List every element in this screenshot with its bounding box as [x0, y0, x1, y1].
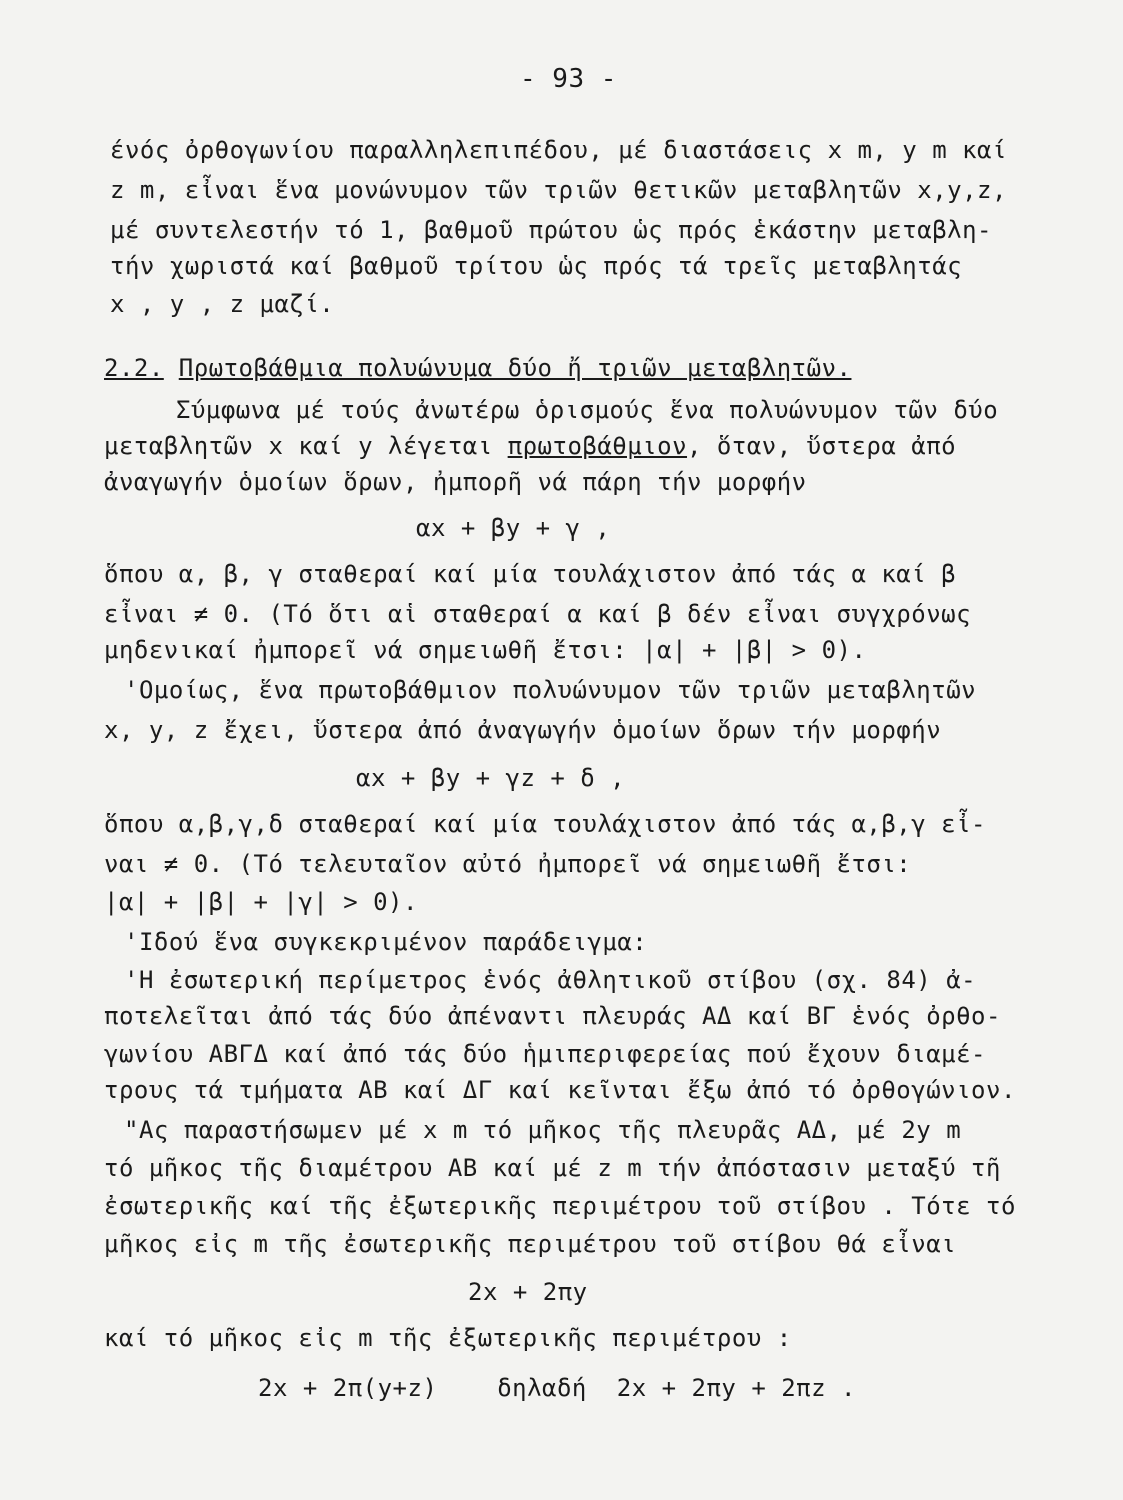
text-line: 'Η ἐσωτερική περίμετρος ἑνός ἀθλητικοῦ στίβου (σχ. 84) ἀ-	[124, 966, 977, 994]
text-line: |α| + |β| + |γ| > 0).	[104, 888, 418, 916]
text-line: 'Ομοίως, ἕνα πρωτοβάθμιον πολυώνυμον τῶν τριῶν μεταβλητῶν	[124, 676, 977, 704]
text-line: καί τό μῆκος εἰς m τῆς ἐξωτερικῆς περιμέτρου :	[104, 1324, 792, 1352]
text-line: x , y , z μαζί.	[110, 290, 335, 318]
text-line: ένός ὀρθογωνίου παραλληλεπιπέδου, μέ διαστάσεις x m, y m καί	[110, 136, 1007, 164]
formula: 2x + 2π(y+z) δηλαδή 2x + 2πy + 2πz .	[258, 1374, 856, 1402]
text-line: x, y, z ἔχει, ὕστερα ἀπό ἀναγωγήν ὁμοίων ὅρων τήν μορφήν	[104, 716, 942, 744]
text-line: τρους τά τμήματα ΑΒ καί ΔΓ καί κεῖνται ἔξω ἀπό τό ὀρθογώνιον.	[104, 1076, 1016, 1104]
section-title: Πρωτοβάθμια πολυώνυμα δύο ἤ τριῶν μεταβλητῶν.	[178, 354, 852, 382]
section-number: 2.2.	[104, 354, 164, 382]
page-number: - 93 -	[520, 64, 617, 94]
text-line: ὅπου α, β, γ σταθεραί καί μία τουλάχιστον ἀπό τάς α καί β	[104, 560, 957, 588]
formula: αx + βy + γ ,	[416, 514, 611, 542]
formula: αx + βy + γz + δ ,	[356, 764, 626, 792]
text-line: εἶναι ≠ 0. (Τό ὅτι αἱ σταθεραί α καί β δέν εἶναι συγχρόνως	[104, 600, 972, 628]
text-line: γωνίου ΑΒΓΔ καί ἀπό τάς δύο ἡμιπεριφερείας πού ἔχουν διαμέ-	[104, 1040, 987, 1068]
formula: 2x + 2πy	[468, 1278, 588, 1306]
text-line: ἐσωτερικῆς καί τῆς ἐξωτερικῆς περιμέτρου τοῦ στίβου . Τότε τό	[104, 1192, 1016, 1220]
defined-term: πρωτοβάθμιον	[507, 432, 688, 460]
text-line: 'Ιδού ἕνα συγκεκριμένον παράδειγμα:	[124, 928, 648, 956]
text-line: ναι ≠ 0. (Τό τελευταῖον αὐτό ἠμπορεῖ νά σημειωθῆ ἔτσι:	[104, 850, 912, 878]
text-line: μῆκος εἰς m τῆς ἐσωτερικῆς περιμέτρου τοῦ στίβου θά εἶναι	[104, 1230, 957, 1258]
section-heading	[104, 356, 851, 380]
text-span: μεταβλητῶν x καί y λέγεται	[104, 432, 493, 460]
text-line: τό μῆκος τῆς διαμέτρου ΑΒ καί μέ z m τήν ἀπόστασιν μεταξύ τῆ	[104, 1154, 1001, 1182]
text-line: z m, εἶναι ἕνα μονώνυμον τῶν τριῶν θετικῶν μεταβλητῶν x,y,z,	[110, 176, 1007, 204]
text-line: ἀναγωγήν ὁμοίων ὅρων, ἠμπορῆ νά πάρη τήν μορφήν	[104, 468, 807, 496]
text-line	[104, 434, 956, 458]
text-line: ποτελεῖται ἀπό τάς δύο ἀπέναντι πλευράς ΑΔ καί ΒΓ ἑνός ὀρθο-	[104, 1002, 1001, 1030]
text-line: Σύμφωνα μέ τούς ἀνωτέρω ὁρισμούς ἕνα πολυώνυμον τῶν δύο	[176, 396, 999, 424]
text-line: μέ συντελεστήν τό 1, βαθμοῦ πρώτου ὡς πρός ἑκάστην μεταβλη-	[110, 216, 993, 244]
text-span: , ὅταν, ὕστερα ἀπό	[687, 432, 957, 460]
text-line: τήν χωριστά καί βαθμοῦ τρίτου ὡς πρός τά τρεῖς μεταβλητάς	[110, 252, 963, 280]
text-line: ὅπου α,β,γ,δ σταθεραί καί μία τουλάχιστον ἀπό τάς α,β,γ εἶ-	[104, 810, 987, 838]
text-line: μηδενικαί ἠμπορεῖ νά σημειωθῆ ἔτσι: |α| + |β| > 0).	[104, 636, 867, 664]
text-line: "Ας παραστήσωμεν μέ x m τό μῆκος τῆς πλευρᾶς ΑΔ, μέ 2y m	[124, 1116, 962, 1144]
